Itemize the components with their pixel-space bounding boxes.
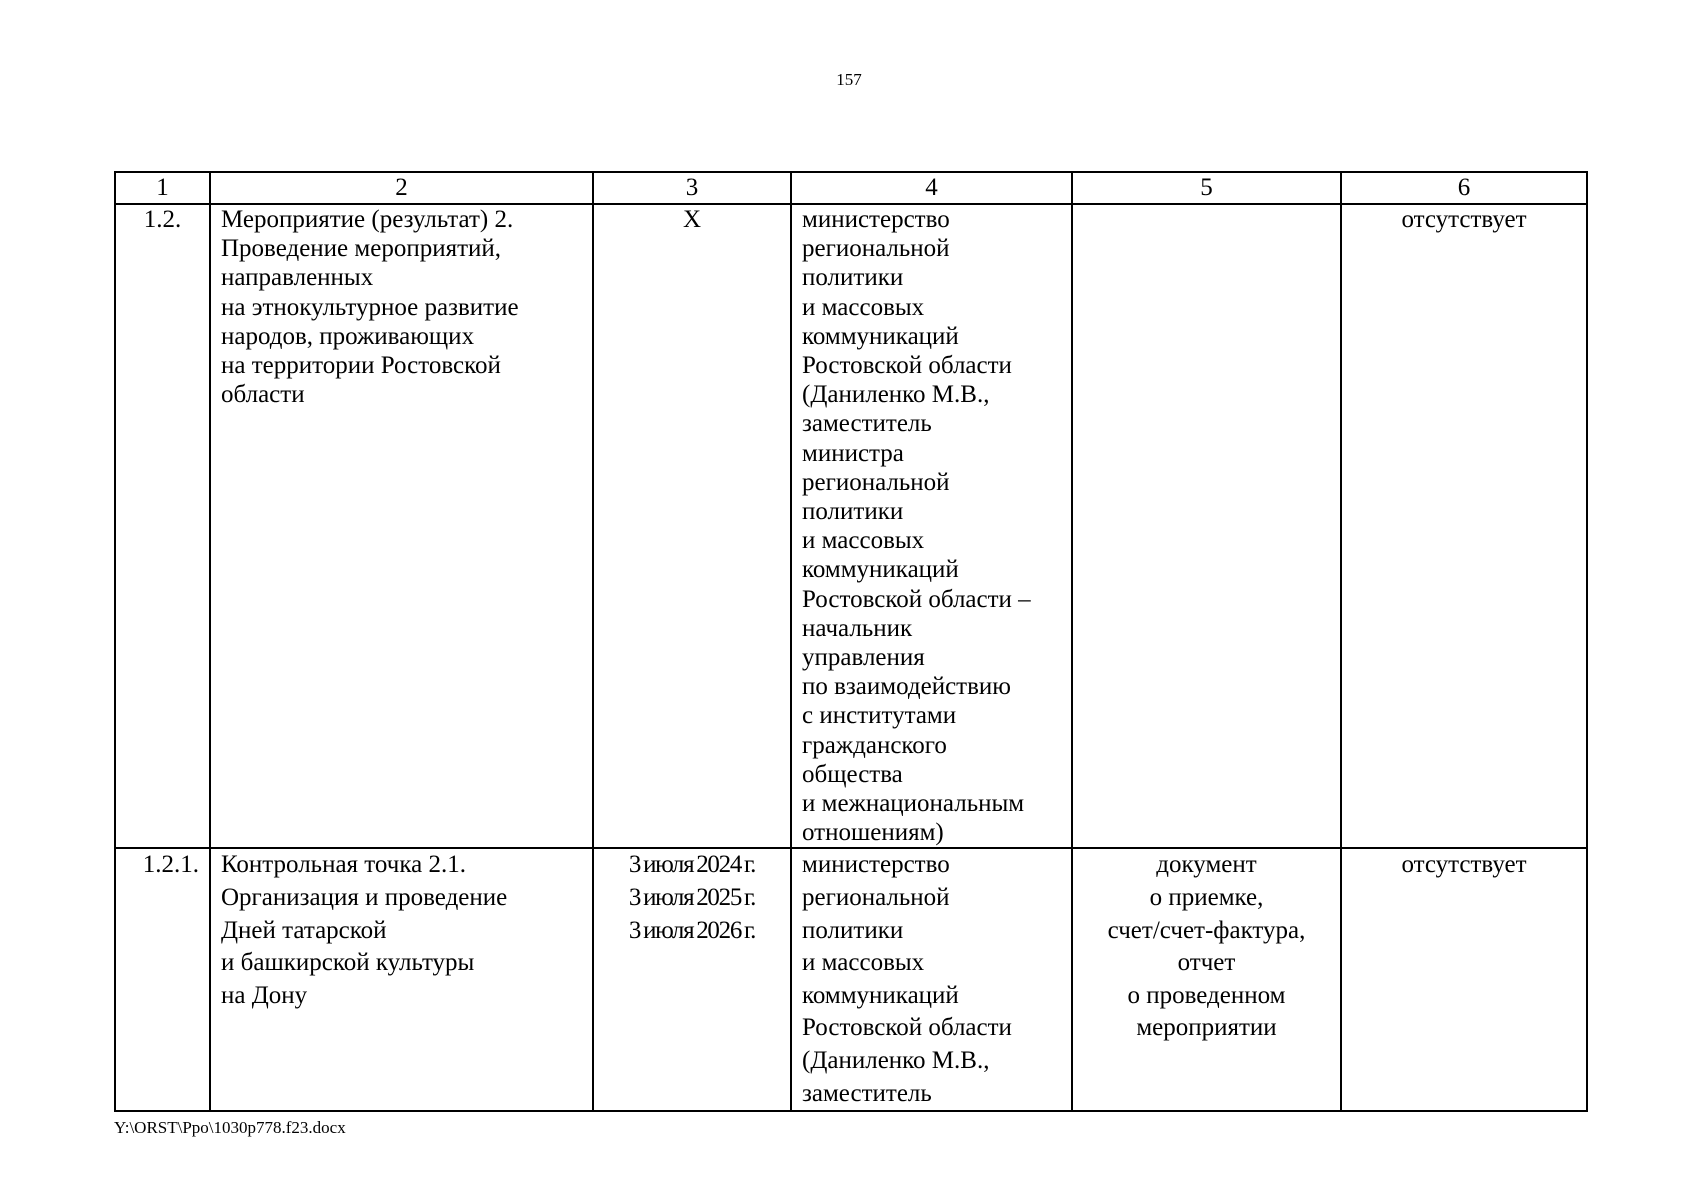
responsible-line: общества [802, 760, 903, 788]
responsible-line: и массовых [802, 293, 925, 321]
responsible-cell [791, 204, 1072, 848]
responsible-line: и массовых [802, 527, 925, 555]
responsible-line: коммуникаций [802, 556, 959, 584]
file-path-footer: Y:\ORST\Ppo\1030p778.f23.docx [114, 1118, 346, 1137]
responsible-line: гражданского [802, 731, 947, 759]
responsible-line: (Даниленко М.В., [802, 1047, 990, 1075]
event-name-line: и башкирской культуры [221, 949, 475, 977]
header-col-3: 3 [593, 172, 791, 204]
responsible-line: региональной [802, 235, 950, 263]
document-cell [1072, 204, 1341, 848]
event-name-line: направленных [221, 264, 374, 292]
document-line: о проведенном [1127, 981, 1286, 1009]
system-value: отсутствует [1401, 851, 1527, 879]
responsible-line: политики [802, 498, 904, 526]
responsible-line: с институтами [802, 702, 957, 730]
responsible-line: политики [802, 264, 904, 292]
event-name-line: Мероприятие (результат) 2. [221, 206, 514, 233]
system-cell [1341, 204, 1587, 848]
document-line: счет/счет-фактура, [1107, 916, 1306, 944]
dates-cell [593, 848, 791, 1111]
responsible-line: региональной [802, 884, 950, 912]
responsible-line: региональной [802, 468, 950, 496]
responsible-line: управления [802, 644, 925, 672]
responsible-line: Ростовской области [802, 1014, 1012, 1042]
header-row [115, 172, 1587, 204]
document-line: мероприятии [1136, 1014, 1277, 1042]
event-name-line: на этнокультурное развитие [221, 293, 519, 321]
header-col-4: 4 [791, 172, 1072, 204]
responsible-line: по взаимодействию [802, 673, 1011, 701]
event-name-line: народов, проживающих [221, 322, 475, 350]
document-line: о приемке, [1149, 884, 1264, 912]
responsible-line: и массовых [802, 949, 925, 977]
row-number: 1.2. [143, 206, 182, 233]
document-line: документ [1156, 851, 1257, 879]
event-name-line: Проведение мероприятий, [221, 235, 502, 263]
system-value: отсутствует [1401, 206, 1527, 233]
responsible-cell [791, 848, 1072, 1111]
table-row [115, 848, 1587, 1111]
header-col-2: 2 [210, 172, 593, 204]
table-row [115, 204, 1587, 848]
responsible-line: министра [802, 439, 904, 467]
page-number: 157 [836, 70, 862, 89]
responsible-line: и межнациональным [802, 790, 1025, 818]
responsible-line: коммуникаций [802, 322, 959, 350]
event-name-line: Организация и проведение [221, 884, 508, 912]
responsible-line: отношениям) [802, 819, 944, 847]
dates-line: 3 июля 2024 г. [628, 851, 756, 879]
dates-line: 3 июля 2026 г. [628, 916, 756, 944]
event-name-line: Контрольная точка 2.1. [221, 851, 466, 879]
header-col-6: 6 [1341, 172, 1587, 204]
event-name-cell [210, 204, 593, 848]
event-name-line: на территории Ростовской [221, 352, 501, 380]
responsible-line: Ростовской области [802, 352, 1012, 380]
system-cell [1341, 848, 1587, 1111]
row-number: 1.2.1. [142, 851, 199, 879]
responsible-line: заместитель [802, 1079, 932, 1107]
responsible-line: политики [802, 916, 904, 944]
row-number-cell [115, 848, 210, 1111]
dates-line: X [682, 206, 702, 233]
plan-table [114, 171, 1588, 1112]
event-name-cell [210, 848, 593, 1111]
responsible-line: министерство [802, 851, 950, 879]
event-name-line: Дней татарской [221, 916, 387, 944]
event-name-line: на Дону [221, 981, 308, 1009]
row-number-cell [115, 204, 210, 848]
event-name-line: области [221, 381, 305, 409]
header-col-1: 1 [115, 172, 210, 204]
responsible-line: заместитель [802, 410, 932, 438]
dates-cell [593, 204, 791, 848]
dates-line: 3 июля 2025 г. [628, 884, 756, 912]
responsible-line: министерство [802, 206, 950, 233]
responsible-line: (Даниленко М.В., [802, 381, 990, 409]
header-col-5: 5 [1072, 172, 1341, 204]
document-cell [1072, 848, 1341, 1111]
responsible-line: Ростовской области – [802, 585, 1031, 613]
responsible-line: коммуникаций [802, 981, 959, 1009]
responsible-line: начальник [802, 614, 913, 642]
document-line: отчет [1177, 949, 1236, 977]
